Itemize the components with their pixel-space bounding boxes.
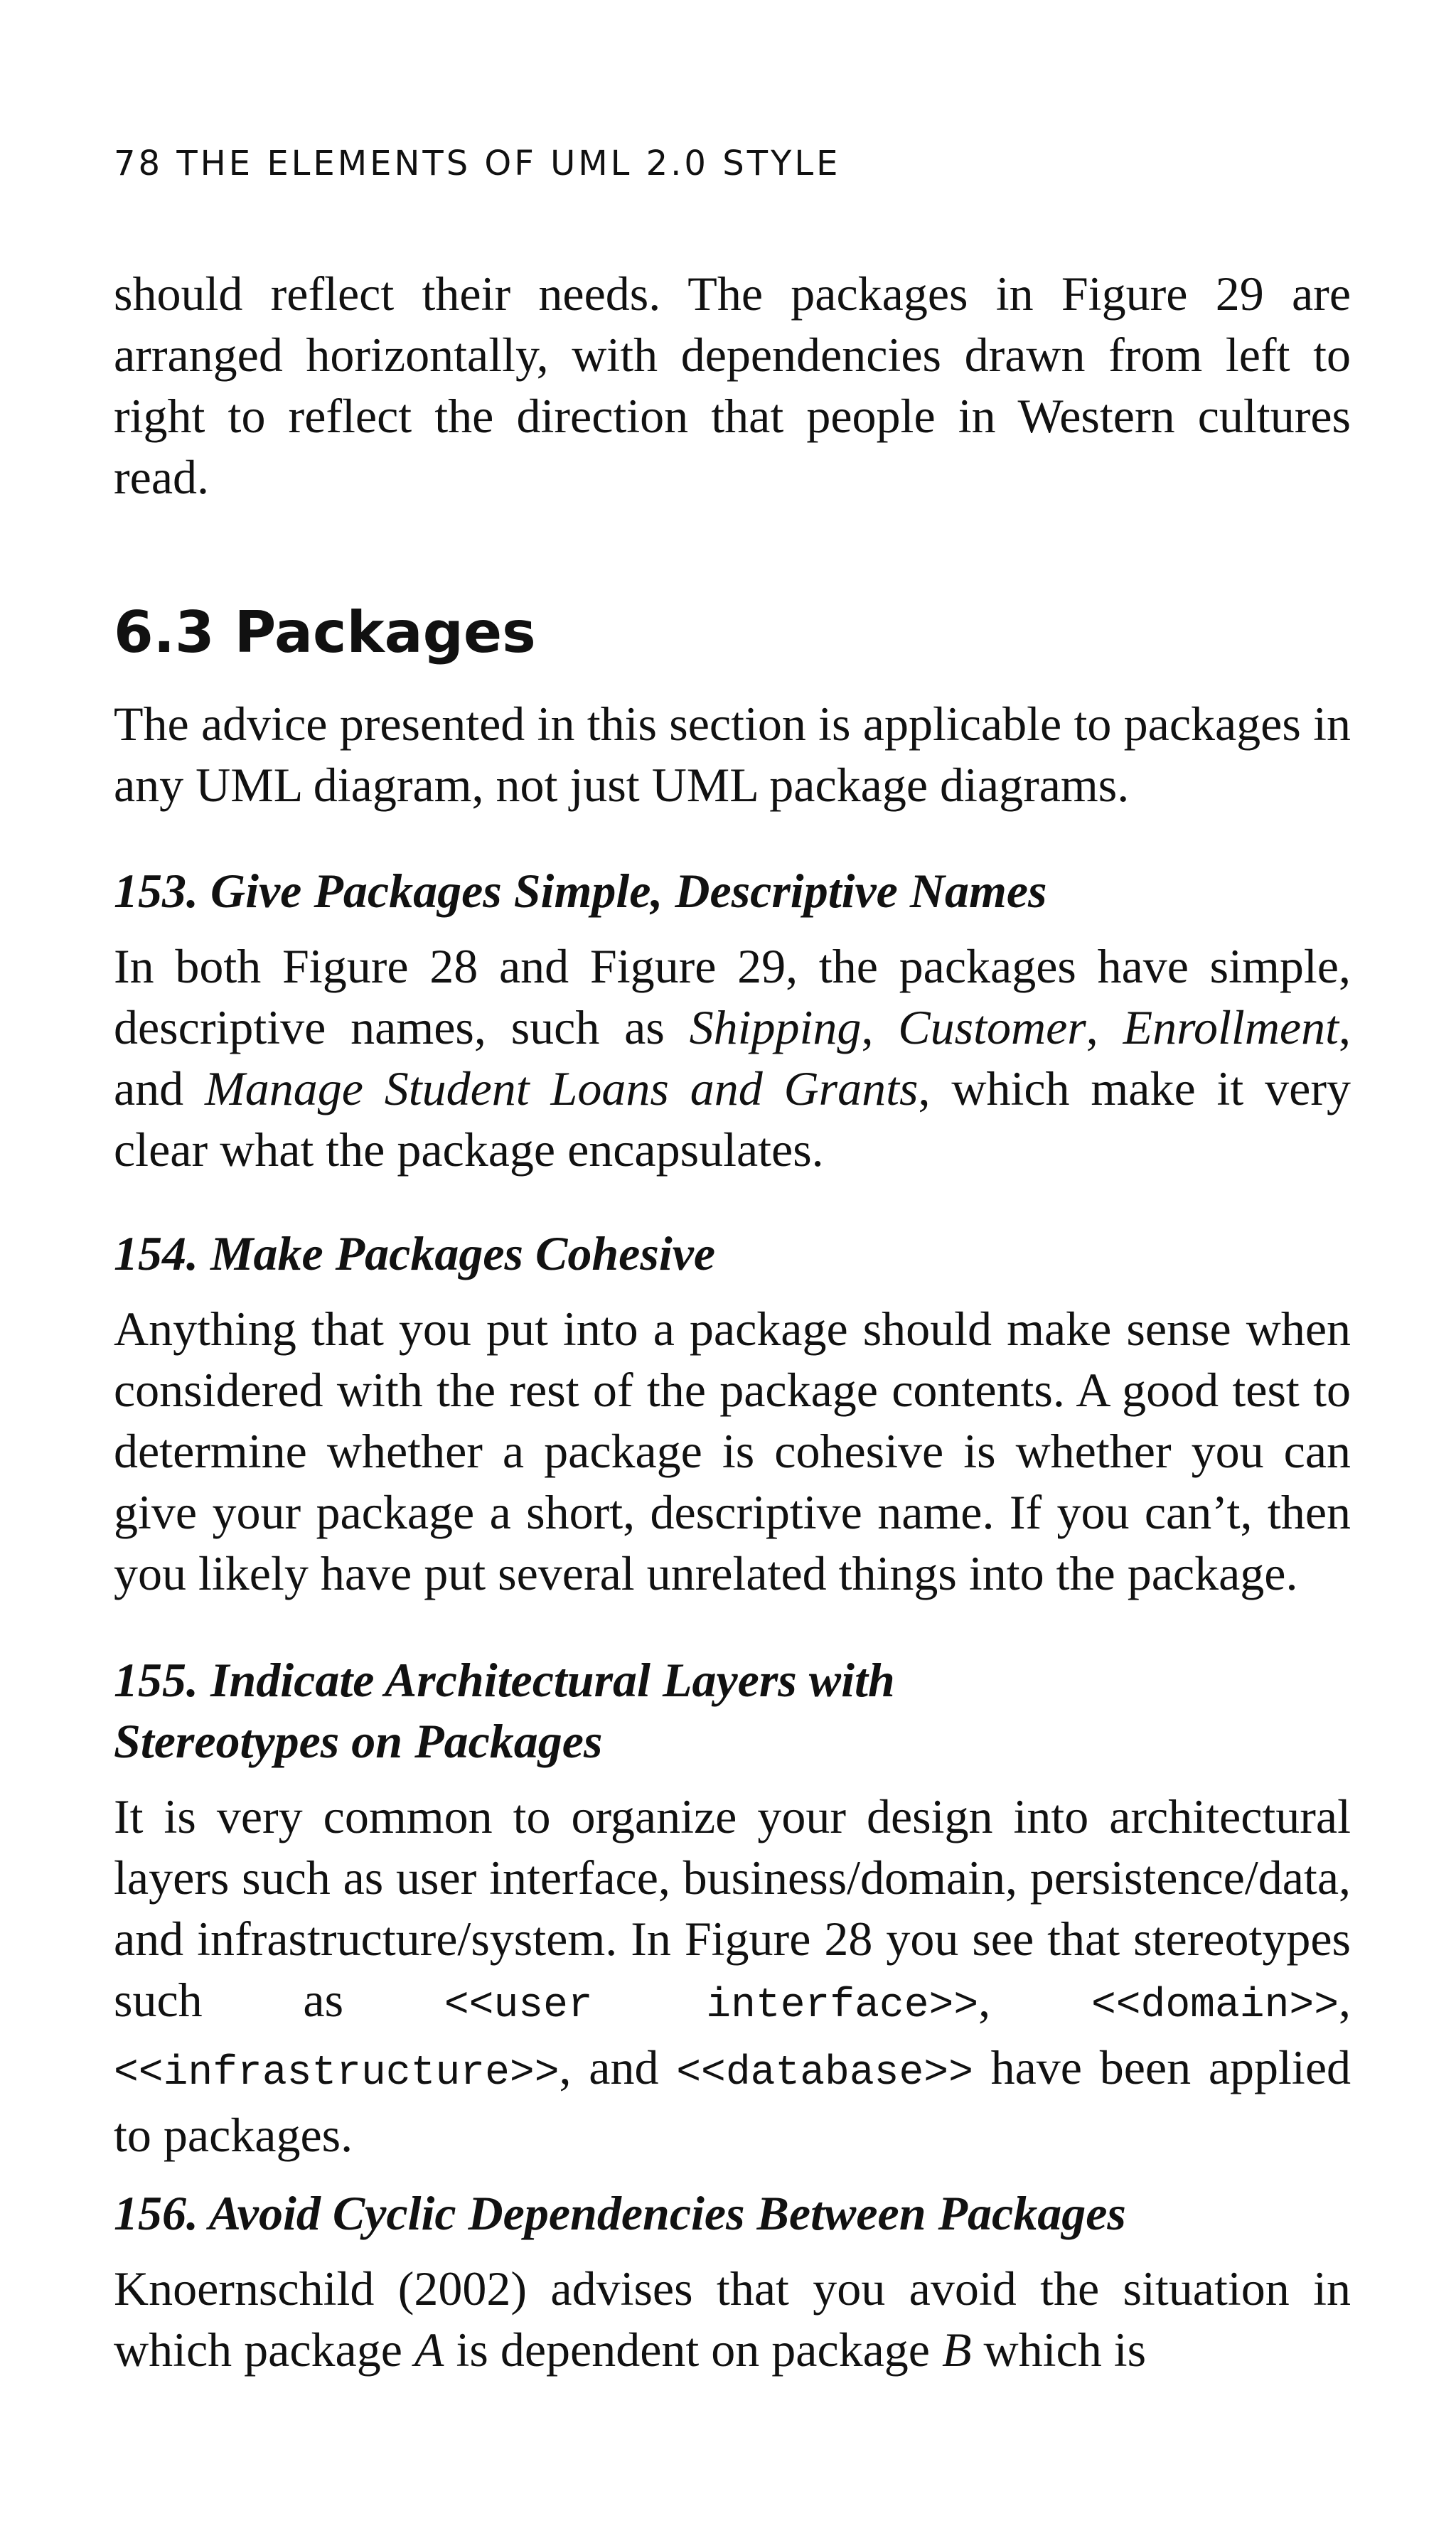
text-run: is dependent on package — [444, 2323, 942, 2377]
text-run: which is — [971, 2323, 1147, 2377]
text-run: , — [1339, 1973, 1351, 2027]
package-name: Enrollment — [1123, 1000, 1339, 1054]
guideline-153 — [114, 860, 1351, 1180]
text-run: , — [978, 1973, 1091, 2027]
guideline-body — [114, 1786, 1351, 2166]
text-run: have been applied to packages. — [114, 2040, 1351, 2162]
section-title: 6.3 Packages — [114, 599, 536, 665]
guideline-title: 156. Avoid Cyclic Dependencies Between Packages — [114, 2186, 1126, 2240]
guideline-155 — [114, 1649, 1351, 2166]
guideline-154 — [114, 1223, 1351, 1604]
text-run: , — [1086, 1000, 1123, 1054]
text-run: , — [861, 1000, 899, 1054]
text-run: , and — [559, 2040, 677, 2094]
guideline-title: 154. Make Packages Cohesive — [114, 1226, 716, 1280]
running-head: 78 THE ELEMENTS OF UML 2.0 STYLE — [114, 144, 841, 183]
guideline-156 — [114, 2183, 1351, 2380]
package-variable: B — [942, 2323, 972, 2377]
book-page — [114, 0, 1351, 2548]
title-line: 155. Indicate Architectural Layers with — [114, 1653, 895, 1707]
text-run: Knoernschild (2002) advises that you avoid the situation in which package — [114, 2261, 1351, 2377]
title-line: Stereotypes on Packages — [114, 1714, 603, 1768]
guideline-body: Anything that you put into a package should make sense when considered with the rest of the package contents. A good test to determine whether a package is cohesive is whether you can give your package a short, descriptive name. If you can’t, then you likely have put several unrelated things into the package. — [114, 1302, 1351, 1600]
package-variable: A — [414, 2323, 444, 2377]
stereotype: <<domain>> — [1091, 1983, 1339, 2029]
text-run: In both Figure 28 and Figure 29, the packages have simple, descriptive names, such as — [114, 939, 1351, 1054]
guideline-body — [114, 936, 1351, 1180]
stereotype: <<user interface>> — [444, 1983, 979, 2029]
stereotype: <<infrastructure>> — [114, 2050, 560, 2097]
stereotype: <<database>> — [676, 2050, 973, 2097]
guideline-title: 153. Give Packages Simple, Descriptive Names — [114, 864, 1047, 918]
package-name: Manage Student Loans and Grants — [205, 1061, 919, 1115]
guideline-title — [114, 1649, 1351, 1772]
text-run: It is very common to organize your design into architectural layers such as user interface, business/domain, persistence/data, and infrastructure/system. In Figure 28 you see that stereotypes such as — [114, 1789, 1351, 2027]
section-intro: The advice presented in this section is applicable to packages in any UML diagram, not just UML package diagrams. — [114, 697, 1351, 812]
text-run: , and — [114, 1000, 1351, 1115]
continuation-paragraph: should reflect their needs. The packages in Figure 29 are arranged horizontally, with dependencies drawn from left to right to reflect the direction that people in Western cultures read. — [114, 267, 1351, 504]
section-intro-block — [114, 693, 1351, 815]
guideline-body — [114, 2258, 1351, 2380]
text-run: , which make it very clear what the package encapsulates. — [114, 1061, 1351, 1177]
package-name: Customer — [898, 1000, 1086, 1054]
package-name: Shipping — [689, 1000, 862, 1054]
